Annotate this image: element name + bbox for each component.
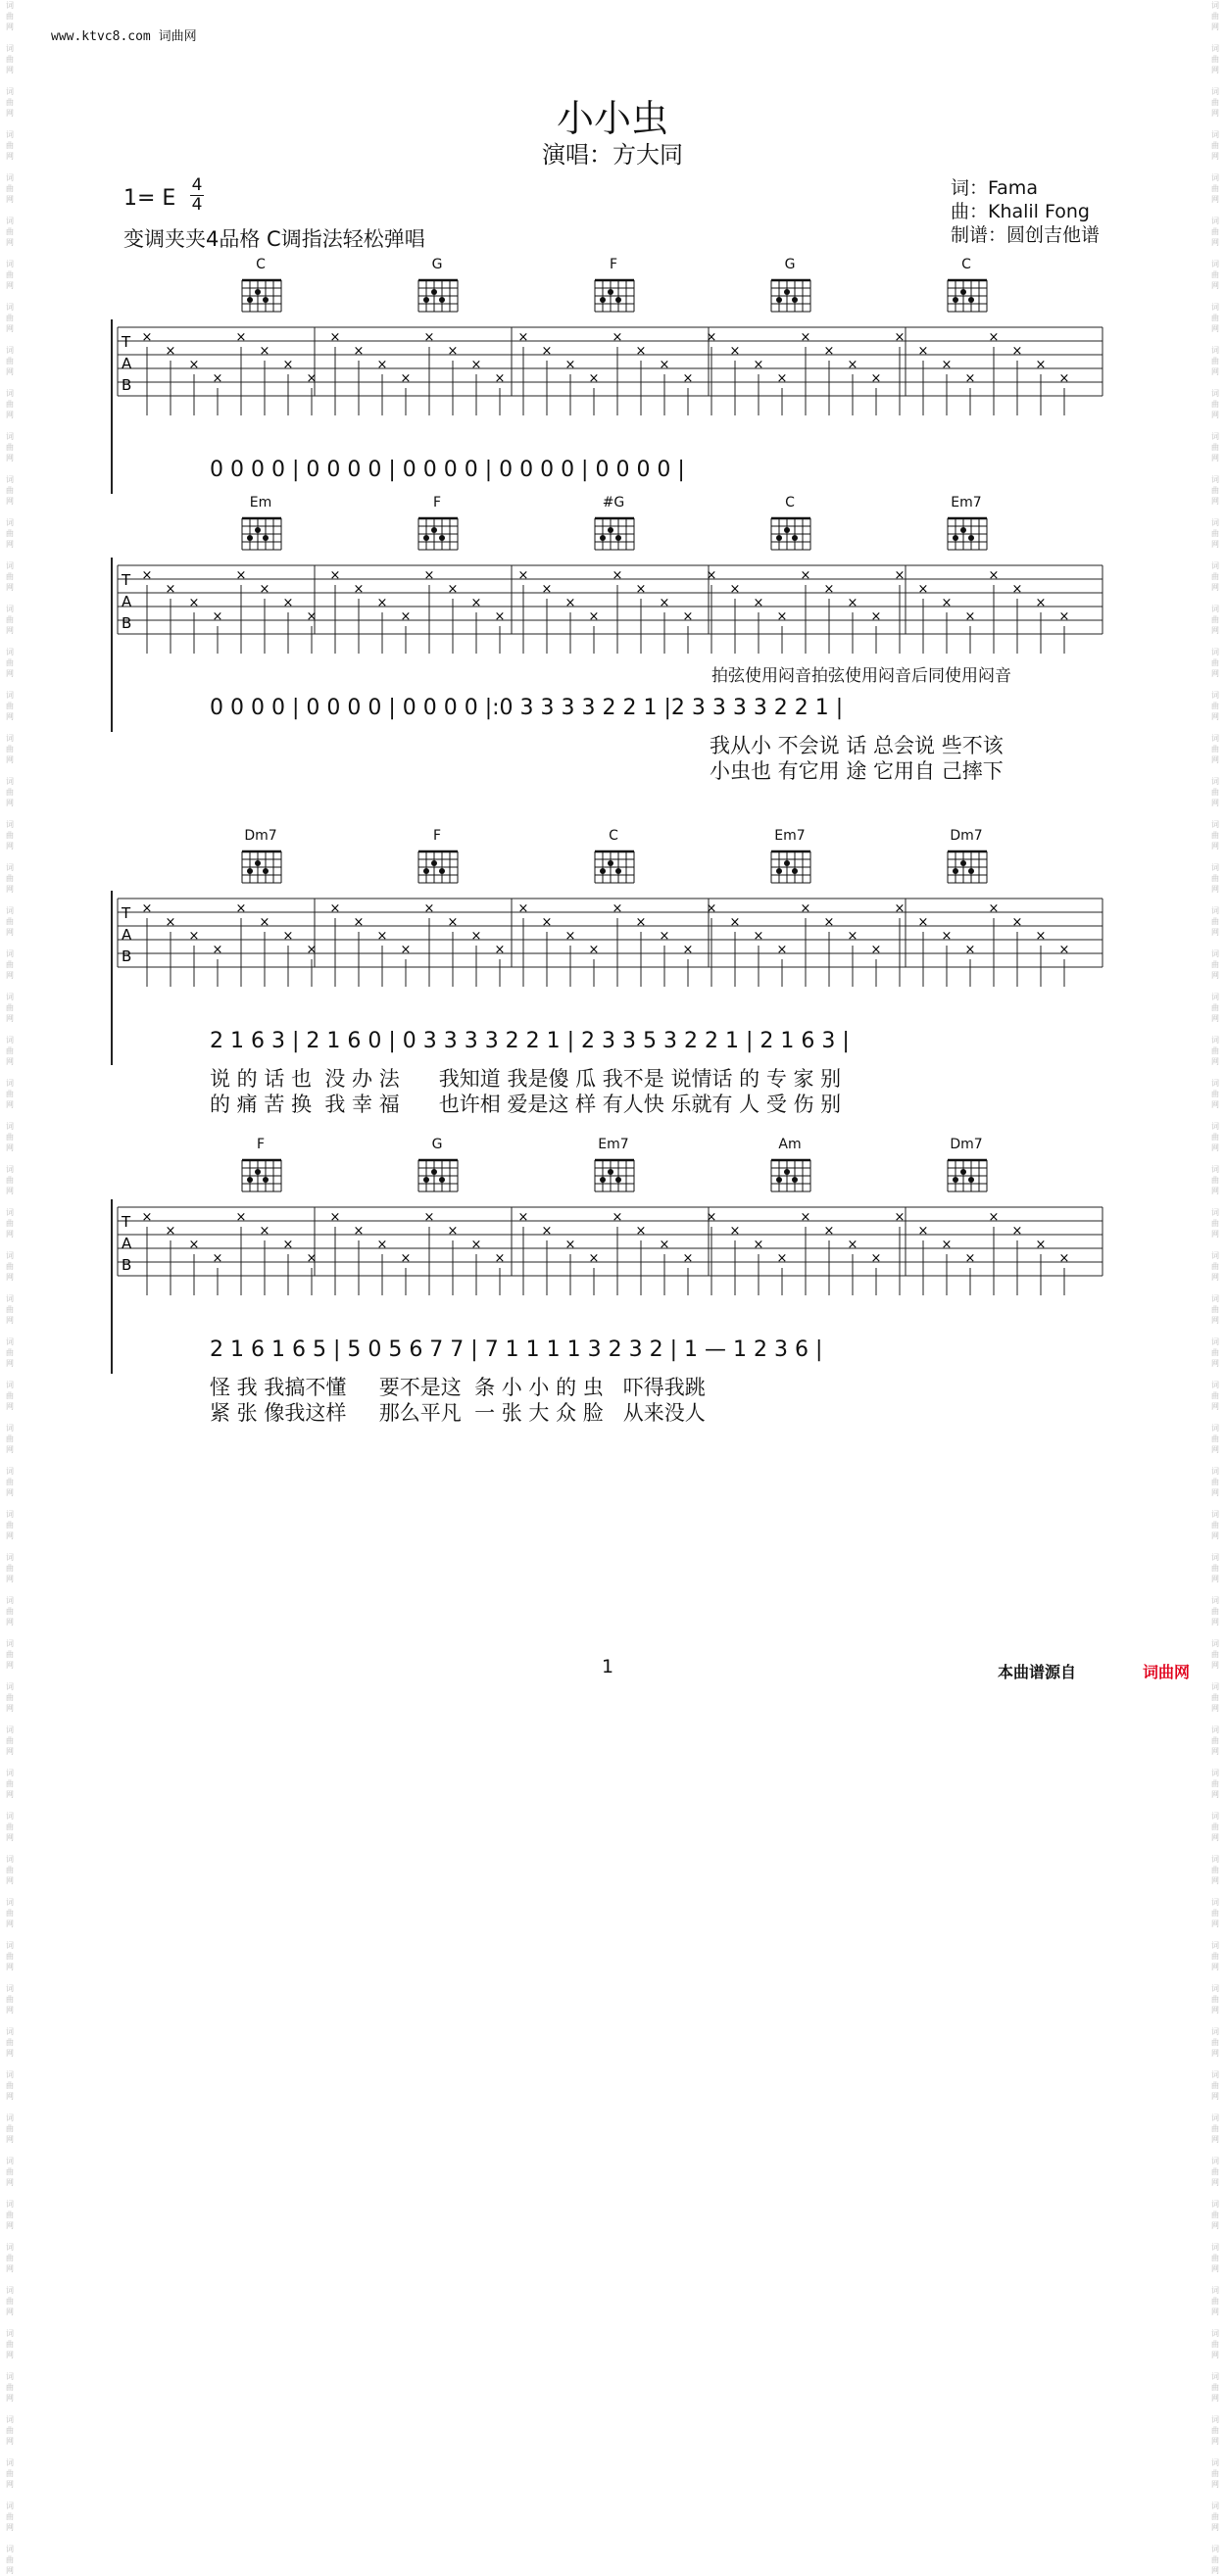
numbered-notation: 2 1 6 1 6 5 | 5 0 5 6 7 7 | 7 1 1 1 1 3 2 3 2 | 1 — 1 2 3 6 | (210, 1337, 823, 1362)
svg-text:×: × (470, 1238, 482, 1252)
svg-text:×: × (823, 1224, 835, 1239)
svg-text:×: × (212, 943, 223, 957)
svg-text:×: × (847, 1238, 858, 1252)
svg-text:×: × (823, 915, 835, 930)
svg-text:×: × (494, 1251, 506, 1266)
svg-text:×: × (353, 915, 365, 930)
watermark-strip-right: 词 曲 网 词 曲 网 词 曲 网 词 曲 网 词 曲 网 词 曲 网 词 曲 网 词 曲 网 词 曲 网 词 曲 网 词 曲 网 词 曲 网 词 曲 网 词 曲 网 词 曲 网 词 曲 网 词 曲 网 词 曲 网 词 曲 网 词 曲 网 词 曲 网 词 曲 网 词 曲 网 词 曲 网 词 曲 网 词 曲 网 词 曲 网 词 曲 网 词 曲 网 词 曲 网 词 曲 网 词 曲 网 词 曲 网 词 曲 网 词 曲 网 词 曲 网 词 曲 网 词 曲 网 词 曲 网 词 曲 网 词 曲 网 词 曲 网 词 曲 网 词 曲 网 词 曲 网 词 曲 网 词 曲 网 词 曲 网 词 曲 网 词 曲 网 词 曲 网 词 曲 网 词 曲 网 词 曲 网 词 曲 网 词 曲 网 词 曲 网 词 曲 网 词 曲 网 词 曲 网 (1211, 1, 1219, 2575)
svg-text:×: × (400, 371, 412, 386)
svg-text:×: × (588, 943, 600, 957)
svg-text:×: × (165, 344, 176, 359)
chord-name: Em (249, 495, 272, 510)
svg-text:×: × (165, 582, 176, 597)
svg-text:×: × (470, 358, 482, 372)
svg-text:×: × (588, 1251, 600, 1266)
svg-text:×: × (1035, 1238, 1047, 1252)
source-site-link[interactable]: 词曲网 (1143, 1663, 1191, 1681)
svg-text:×: × (776, 609, 788, 624)
svg-text:×: × (729, 1224, 741, 1239)
svg-text:×: × (682, 1251, 694, 1266)
svg-text:T: T (122, 333, 131, 351)
svg-text:×: × (235, 901, 247, 916)
svg-text:×: × (753, 596, 764, 610)
svg-text:×: × (235, 568, 247, 583)
svg-text:×: × (1011, 344, 1023, 359)
svg-text:×: × (564, 929, 576, 944)
svg-text:×: × (706, 330, 717, 345)
svg-text:B: B (122, 1256, 132, 1274)
svg-text:A: A (122, 926, 132, 944)
svg-text:×: × (964, 609, 976, 624)
svg-text:×: × (494, 609, 506, 624)
svg-text:×: × (494, 943, 506, 957)
svg-text:×: × (517, 330, 529, 345)
chord-diagram (231, 257, 290, 316)
svg-text:B: B (122, 614, 132, 632)
svg-text:×: × (259, 582, 270, 597)
svg-text:×: × (753, 1238, 764, 1252)
lyrics-verse-1: 怪 我 我搞不懂 要不是这 条 小 小 的 虫 吓得我跳 (210, 1376, 706, 1399)
svg-text:×: × (564, 596, 576, 610)
svg-text:×: × (894, 901, 906, 916)
svg-text:×: × (282, 358, 294, 372)
svg-text:×: × (188, 929, 200, 944)
svg-text:×: × (141, 568, 153, 583)
svg-text:×: × (1058, 609, 1070, 624)
svg-text:×: × (212, 1251, 223, 1266)
chord-diagram (584, 495, 643, 554)
svg-text:×: × (188, 358, 200, 372)
credits (951, 176, 1100, 247)
chord-diagram (584, 1137, 643, 1195)
lyrics-verse-1: 说 的 话 也 没 办 法 我知道 我是傻 瓜 我不是 说情话 的 专 家 别 (210, 1067, 842, 1091)
chord-name: F (432, 828, 442, 844)
chord-diagram (760, 257, 819, 316)
chord-name: F (256, 1137, 266, 1152)
lyricist: 词：Fama (950, 177, 1038, 199)
svg-text:×: × (447, 915, 459, 930)
svg-text:×: × (423, 1210, 435, 1225)
svg-text:×: × (870, 609, 882, 624)
svg-text:×: × (964, 1251, 976, 1266)
svg-text:×: × (612, 901, 623, 916)
svg-text:×: × (141, 330, 153, 345)
svg-text:×: × (376, 358, 388, 372)
svg-text:×: × (870, 1251, 882, 1266)
chord-name: C (785, 495, 795, 510)
watermark-strip-left: 词 曲 网 词 曲 网 词 曲 网 词 曲 网 词 曲 网 词 曲 网 词 曲 网 词 曲 网 词 曲 网 词 曲 网 词 曲 网 词 曲 网 词 曲 网 词 曲 网 词 曲 网 词 曲 网 词 曲 网 词 曲 网 词 曲 网 词 曲 网 词 曲 网 词 曲 网 词 曲 网 词 曲 网 词 曲 网 词 曲 网 词 曲 网 词 曲 网 词 曲 网 词 曲 网 词 曲 网 词 曲 网 词 曲 网 词 曲 网 词 曲 网 词 曲 网 词 曲 网 词 曲 网 词 曲 网 词 曲 网 词 曲 网 词 曲 网 词 曲 网 词 曲 网 词 曲 网 词 曲 网 词 曲 网 词 曲 网 词 曲 网 词 曲 网 词 曲 网 词 曲 网 词 曲 网 词 曲 网 词 曲 网 词 曲 网 词 曲 网 词 曲 网 词 曲 网 词 曲 网 (6, 1, 14, 2575)
chord-diagram (760, 1137, 819, 1195)
svg-text:×: × (564, 1238, 576, 1252)
chord-diagram (408, 495, 466, 554)
svg-text:×: × (894, 568, 906, 583)
svg-text:×: × (588, 609, 600, 624)
svg-text:×: × (1035, 929, 1047, 944)
svg-text:×: × (847, 358, 858, 372)
arranger: 制谱：圆创吉他谱 (950, 224, 1100, 246)
svg-text:×: × (235, 1210, 247, 1225)
svg-text:B: B (122, 376, 132, 394)
svg-text:×: × (259, 915, 270, 930)
svg-text:A: A (122, 593, 132, 610)
svg-text:×: × (329, 1210, 341, 1225)
page-number: 1 (602, 1656, 614, 1677)
svg-text:×: × (329, 330, 341, 345)
svg-text:×: × (541, 344, 553, 359)
svg-text:×: × (329, 901, 341, 916)
svg-text:×: × (729, 344, 741, 359)
time-signature: 4 4 (191, 175, 203, 215)
composer: 曲：Khalil Fong (950, 201, 1090, 222)
chord-diagram (584, 828, 643, 887)
chord-diagram (760, 495, 819, 554)
chord-name: Em7 (598, 1137, 629, 1152)
technique-note: 拍弦使用闷音拍弦使用闷音后同使用闷音 (711, 666, 1011, 686)
svg-text:×: × (682, 371, 694, 386)
svg-text:×: × (564, 358, 576, 372)
svg-text:×: × (306, 371, 318, 386)
svg-text:×: × (1058, 1251, 1070, 1266)
svg-text:×: × (306, 943, 318, 957)
chord-diagram (231, 1137, 290, 1195)
svg-text:×: × (635, 344, 647, 359)
svg-text:×: × (682, 609, 694, 624)
svg-text:×: × (447, 1224, 459, 1239)
svg-text:×: × (729, 582, 741, 597)
chord-diagram (937, 495, 996, 554)
chord-name: F (432, 495, 442, 510)
svg-text:×: × (753, 929, 764, 944)
svg-text:×: × (1035, 358, 1047, 372)
svg-text:×: × (941, 358, 953, 372)
chord-name: F (609, 257, 618, 272)
svg-text:×: × (329, 568, 341, 583)
source-label: 本曲谱源自 (998, 1663, 1077, 1681)
lyrics-verse-2: 紧 张 像我这样 那么平凡 一 张 大 众 脸 从来没人 (210, 1401, 706, 1425)
svg-text:A: A (122, 1235, 132, 1252)
svg-text:×: × (306, 609, 318, 624)
svg-text:×: × (282, 1238, 294, 1252)
svg-text:×: × (917, 1224, 929, 1239)
svg-text:×: × (612, 330, 623, 345)
svg-text:×: × (800, 1210, 811, 1225)
key-signature: 1= E (123, 186, 176, 211)
singer-credit: 演唱：方大同 (542, 141, 683, 169)
svg-text:×: × (447, 582, 459, 597)
svg-text:×: × (823, 582, 835, 597)
chord-name: G (431, 257, 443, 272)
svg-text:×: × (541, 582, 553, 597)
svg-text:T: T (122, 1213, 131, 1231)
lyrics-verse-1: 我从小 不会说 话 总会说 些不该 (710, 734, 1004, 757)
chord-name: Dm7 (950, 1137, 983, 1152)
numbered-notation: 0 0 0 0 | 0 0 0 0 | 0 0 0 0 | 0 0 0 0 | 0 0 0 0 | (210, 458, 685, 482)
svg-text:×: × (706, 901, 717, 916)
chord-diagram (760, 828, 819, 887)
svg-text:×: × (800, 568, 811, 583)
svg-text:×: × (988, 1210, 1000, 1225)
chord-name: Dm7 (950, 828, 983, 844)
svg-text:×: × (870, 943, 882, 957)
svg-text:×: × (423, 901, 435, 916)
svg-text:×: × (776, 1251, 788, 1266)
svg-text:×: × (1035, 596, 1047, 610)
chord-name: G (431, 1137, 443, 1152)
chord-diagram (408, 828, 466, 887)
chord-name: G (784, 257, 796, 272)
svg-text:×: × (517, 1210, 529, 1225)
svg-text:×: × (259, 1224, 270, 1239)
numbered-notation: 0 0 0 0 | 0 0 0 0 | 0 0 0 0 |:0 3 3 3 3 2 2 1 |2 3 3 3 3 2 2 1 | (210, 696, 844, 720)
svg-text:×: × (612, 568, 623, 583)
svg-text:×: × (1011, 582, 1023, 597)
svg-text:×: × (400, 1251, 412, 1266)
svg-text:×: × (376, 596, 388, 610)
svg-text:×: × (306, 1251, 318, 1266)
svg-text:T: T (122, 571, 131, 589)
chord-diagram (408, 257, 466, 316)
svg-text:×: × (988, 568, 1000, 583)
svg-text:×: × (776, 371, 788, 386)
svg-text:×: × (353, 1224, 365, 1239)
svg-text:×: × (423, 568, 435, 583)
svg-text:×: × (964, 371, 976, 386)
svg-text:×: × (588, 371, 600, 386)
chord-diagram (937, 828, 996, 887)
svg-text:×: × (659, 929, 670, 944)
svg-text:×: × (635, 582, 647, 597)
svg-text:×: × (988, 330, 1000, 345)
svg-text:×: × (188, 596, 200, 610)
svg-text:×: × (1011, 915, 1023, 930)
svg-text:×: × (941, 1238, 953, 1252)
lyrics-verse-2: 小虫也 有它用 途 它用自 己摔下 (710, 759, 1004, 783)
svg-text:×: × (659, 358, 670, 372)
svg-text:×: × (706, 1210, 717, 1225)
site-url[interactable]: www.ktvc8.com 词曲网 (51, 29, 197, 44)
lyrics-verse-2: 的 痛 苦 换 我 幸 福 也许相 爱是这 样 有人快 乐就有 人 受 伤 别 (210, 1093, 842, 1116)
svg-text:×: × (1058, 943, 1070, 957)
svg-text:T: T (122, 904, 131, 922)
svg-text:B: B (122, 948, 132, 965)
svg-text:×: × (894, 1210, 906, 1225)
svg-text:×: × (776, 943, 788, 957)
svg-text:×: × (753, 358, 764, 372)
chord-diagram (231, 828, 290, 887)
svg-text:×: × (470, 596, 482, 610)
svg-text:×: × (706, 568, 717, 583)
chord-diagram (408, 1137, 466, 1195)
svg-text:×: × (541, 915, 553, 930)
svg-text:×: × (282, 929, 294, 944)
svg-text:×: × (917, 344, 929, 359)
svg-text:×: × (188, 1238, 200, 1252)
chord-diagram (231, 495, 290, 554)
song-title: 小小虫 (556, 97, 668, 140)
svg-text:×: × (917, 582, 929, 597)
svg-text:×: × (659, 596, 670, 610)
svg-text:×: × (517, 568, 529, 583)
chord-name: Dm7 (244, 828, 277, 844)
svg-text:×: × (847, 929, 858, 944)
svg-text:×: × (800, 901, 811, 916)
chord-name: C (961, 257, 971, 272)
svg-text:×: × (635, 1224, 647, 1239)
svg-text:×: × (212, 371, 223, 386)
svg-text:×: × (235, 330, 247, 345)
svg-text:×: × (376, 929, 388, 944)
svg-text:×: × (823, 344, 835, 359)
svg-text:×: × (988, 901, 1000, 916)
svg-text:×: × (659, 1238, 670, 1252)
svg-text:×: × (376, 1238, 388, 1252)
svg-text:×: × (165, 915, 176, 930)
svg-text:×: × (800, 330, 811, 345)
svg-text:×: × (612, 1210, 623, 1225)
chord-diagram (937, 1137, 996, 1195)
svg-text:×: × (400, 609, 412, 624)
numbered-notation: 2 1 6 3 | 2 1 6 0 | 0 3 3 3 3 2 2 1 | 2 3 3 5 3 2 2 1 | 2 1 6 3 | (210, 1029, 850, 1053)
svg-text:×: × (541, 1224, 553, 1239)
chord-diagram (584, 257, 643, 316)
chord-name: #G (602, 495, 625, 510)
svg-text:×: × (353, 582, 365, 597)
capo-instruction: 变调夹夹4品格 C调指法轻松弹唱 (123, 227, 425, 251)
svg-text:×: × (400, 943, 412, 957)
svg-text:×: × (847, 596, 858, 610)
chord-name: C (256, 257, 266, 272)
chord-name: Am (778, 1137, 802, 1152)
svg-text:×: × (941, 596, 953, 610)
svg-text:×: × (259, 344, 270, 359)
svg-text:×: × (282, 596, 294, 610)
svg-text:×: × (870, 371, 882, 386)
chord-diagram (937, 257, 996, 316)
chord-name: Em7 (951, 495, 982, 510)
svg-text:×: × (141, 901, 153, 916)
chord-name: Em7 (774, 828, 806, 844)
svg-text:×: × (894, 330, 906, 345)
svg-text:×: × (141, 1210, 153, 1225)
svg-text:×: × (1011, 1224, 1023, 1239)
svg-text:×: × (447, 344, 459, 359)
svg-text:×: × (682, 943, 694, 957)
chord-name: C (609, 828, 618, 844)
svg-text:×: × (494, 371, 506, 386)
svg-text:×: × (941, 929, 953, 944)
svg-text:×: × (423, 330, 435, 345)
svg-text:×: × (917, 915, 929, 930)
svg-text:×: × (517, 901, 529, 916)
svg-text:A: A (122, 355, 132, 372)
svg-text:×: × (470, 929, 482, 944)
svg-text:×: × (635, 915, 647, 930)
svg-text:×: × (353, 344, 365, 359)
svg-text:×: × (1058, 371, 1070, 386)
svg-text:×: × (729, 915, 741, 930)
svg-text:×: × (212, 609, 223, 624)
svg-text:×: × (964, 943, 976, 957)
svg-text:×: × (165, 1224, 176, 1239)
